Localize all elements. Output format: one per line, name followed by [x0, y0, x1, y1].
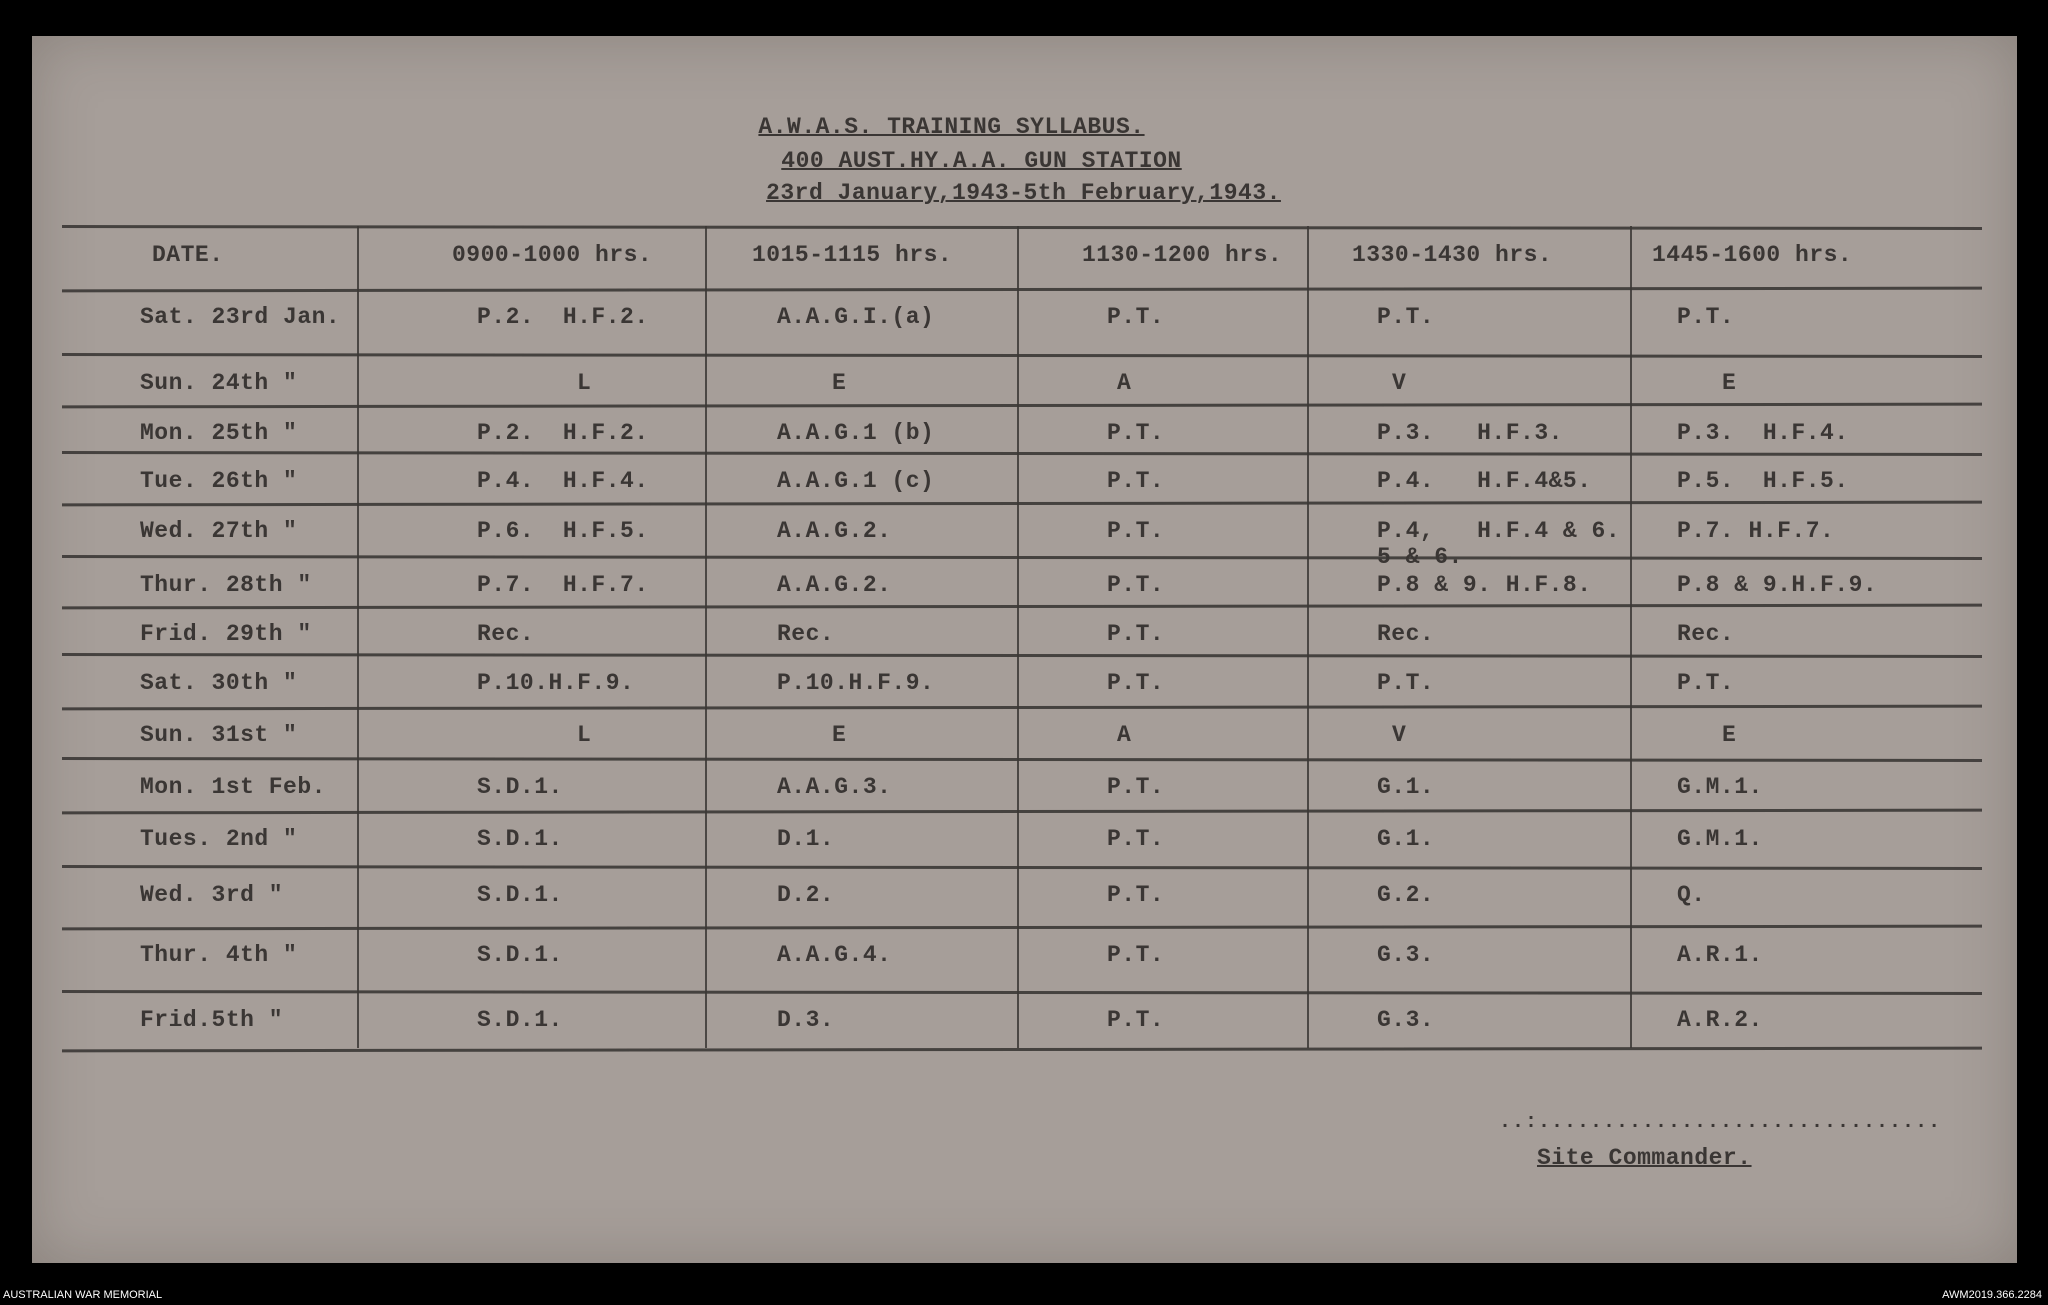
schedule-cell: G.3. — [1377, 1007, 1435, 1033]
table-rule — [62, 809, 1982, 815]
schedule-cell: G.M.1. — [1677, 774, 1763, 800]
footer-bar — [0, 1285, 2048, 1305]
schedule-cell: A.A.G.I.(a) — [777, 304, 935, 330]
schedule-cell: S.D.1. — [477, 826, 563, 852]
schedule-cell: P.T. — [1107, 621, 1165, 647]
schedule-cell: P.T. — [1107, 774, 1165, 800]
table-rule — [62, 353, 1982, 358]
schedule-cell: P.6. H.F.5. — [477, 518, 649, 544]
schedule-cell: P.T. — [1107, 304, 1165, 330]
schedule-cell: S.D.1. — [477, 942, 563, 968]
schedule-cell: Rec. — [477, 621, 535, 647]
schedule-cell: G.M.1. — [1677, 826, 1763, 852]
schedule-cell: P.T. — [1107, 670, 1165, 696]
row-date: Thur. 4th " — [140, 942, 298, 968]
schedule-cell: A.A.G.4. — [777, 942, 892, 968]
column-header-date: DATE. — [152, 242, 224, 268]
row-date: Tues. 2nd " — [140, 826, 298, 852]
schedule-cell: P.8 & 9. H.F.8. — [1377, 572, 1592, 598]
table-rule — [62, 757, 1982, 762]
schedule-cell: P.7. H.F.7. — [477, 572, 649, 598]
table-rule — [62, 990, 1982, 995]
schedule-cell: P.T. — [1107, 468, 1165, 494]
schedule-cell: G.2. — [1377, 882, 1435, 908]
row-date: Sat. 30th " — [140, 670, 298, 696]
column-rule — [1307, 226, 1309, 1048]
column-header-time: 1445-1600 hrs. — [1652, 242, 1853, 268]
schedule-cell: Rec. — [1677, 621, 1735, 647]
schedule-cell: P.10.H.F.9. — [477, 670, 635, 696]
row-date: Tue. 26th " — [140, 468, 298, 494]
schedule-cell: P.7. H.F.7. — [1677, 518, 1835, 544]
document-page — [32, 36, 2017, 1263]
schedule-cell: P.T. — [1677, 304, 1735, 330]
schedule-cell: A.A.G.2. — [777, 518, 892, 544]
schedule-cell: V — [1392, 370, 1407, 396]
row-date: Frid.5th " — [140, 1007, 284, 1033]
schedule-cell: P.4, H.F.4 & 6. 5 & 6. — [1377, 518, 1621, 570]
schedule-cell: E — [832, 722, 847, 748]
document-title: A.W.A.S. TRAINING SYLLABUS. — [758, 114, 1145, 140]
schedule-cell: D.2. — [777, 882, 835, 908]
row-date: Mon. 25th " — [140, 420, 298, 446]
table-rule — [62, 501, 1982, 507]
schedule-cell: S.D.1. — [477, 1007, 563, 1033]
schedule-cell: A.R.1. — [1677, 942, 1763, 968]
document-subtitle-dates: 23rd January,1943-5th February,1943. — [766, 180, 1281, 206]
table-rule — [62, 925, 1982, 931]
schedule-cell: A.R.2. — [1677, 1007, 1763, 1033]
schedule-cell: P.T. — [1107, 518, 1165, 544]
table-rule — [62, 451, 1982, 456]
schedule-cell: A — [1117, 370, 1132, 396]
schedule-cell: G.3. — [1377, 942, 1435, 968]
row-date: Wed. 27th " — [140, 518, 298, 544]
column-rule — [1017, 226, 1019, 1048]
signature-label: Site Commander. — [1537, 1145, 1752, 1171]
column-header-time: 1130-1200 hrs. — [1082, 242, 1283, 268]
schedule-cell: P.2. H.F.2. — [477, 304, 649, 330]
schedule-cell: L — [577, 722, 592, 748]
column-header-time: 0900-1000 hrs. — [452, 242, 653, 268]
schedule-cell: E — [832, 370, 847, 396]
schedule-cell: G.1. — [1377, 774, 1435, 800]
schedule-cell: E — [1722, 370, 1737, 396]
row-date: Sun. 24th " — [140, 370, 298, 396]
schedule-cell: P.3. H.F.4. — [1677, 420, 1849, 446]
schedule-cell: D.3. — [777, 1007, 835, 1033]
schedule-cell: A.A.G.1 (c) — [777, 468, 935, 494]
schedule-cell: P.T. — [1107, 420, 1165, 446]
row-date: Frid. 29th " — [140, 621, 312, 647]
column-header-time: 1015-1115 hrs. — [752, 242, 953, 268]
schedule-cell: P.T. — [1377, 670, 1435, 696]
table-rule — [62, 653, 1982, 658]
row-date: Thur. 28th " — [140, 572, 312, 598]
table-rule — [62, 287, 1982, 293]
schedule-cell: P.4. H.F.4&5. — [1377, 468, 1592, 494]
schedule-cell: Rec. — [1377, 621, 1435, 647]
schedule-cell: P.T. — [1377, 304, 1435, 330]
schedule-cell: E — [1722, 722, 1737, 748]
schedule-cell: A — [1117, 722, 1132, 748]
schedule-cell: P.4. H.F.4. — [477, 468, 649, 494]
signature-block — [1499, 1111, 1942, 1171]
schedule-cell: P.T. — [1107, 882, 1165, 908]
table-rule — [62, 1047, 1982, 1053]
document-subtitle-station: 400 AUST.HY.A.A. GUN STATION — [781, 148, 1182, 174]
table-rule — [62, 604, 1982, 610]
schedule-cell: P.5. H.F.5. — [1677, 468, 1849, 494]
column-rule — [357, 226, 359, 1048]
column-header-time: 1330-1430 hrs. — [1352, 242, 1553, 268]
schedule-cell: S.D.1. — [477, 774, 563, 800]
schedule-cell: V — [1392, 722, 1407, 748]
column-rule — [1630, 226, 1632, 1048]
table-rule — [62, 403, 1982, 409]
row-date: Sat. 23rd Jan. — [140, 304, 341, 330]
signature-line: ..:............................... — [1499, 1111, 1942, 1134]
schedule-cell: P.T. — [1107, 826, 1165, 852]
schedule-cell: Rec. — [777, 621, 835, 647]
schedule-cell: A.A.G.1 (b) — [777, 420, 935, 446]
schedule-cell: A.A.G.2. — [777, 572, 892, 598]
schedule-cell: P.8 & 9.H.F.9. — [1677, 572, 1878, 598]
table-rule — [62, 555, 1982, 560]
schedule-cell: P.10.H.F.9. — [777, 670, 935, 696]
table-rule — [62, 705, 1982, 711]
schedule-cell: P.T. — [1107, 572, 1165, 598]
schedule-cell: L — [577, 370, 592, 396]
schedule-cell: P.T. — [1107, 1007, 1165, 1033]
schedule-cell: P.2. H.F.2. — [477, 420, 649, 446]
schedule-cell: A.A.G.3. — [777, 774, 892, 800]
table-rule — [62, 865, 1982, 870]
footer-institution: AUSTRALIAN WAR MEMORIAL — [3, 1289, 163, 1301]
schedule-cell: D.1. — [777, 826, 835, 852]
schedule-cell: P.T. — [1107, 942, 1165, 968]
table-rule — [62, 225, 1982, 230]
schedule-cell: P.3. H.F.3. — [1377, 420, 1563, 446]
schedule-cell: S.D.1. — [477, 882, 563, 908]
row-date: Sun. 31st " — [140, 722, 298, 748]
row-date: Wed. 3rd " — [140, 882, 284, 908]
row-date: Mon. 1st Feb. — [140, 774, 326, 800]
schedule-cell: G.1. — [1377, 826, 1435, 852]
schedule-cell: P.T. — [1677, 670, 1735, 696]
schedule-cell: Q. — [1677, 882, 1706, 908]
column-rule — [705, 226, 707, 1048]
footer-accession-number: AWM2019.366.2284 — [1942, 1289, 2042, 1301]
